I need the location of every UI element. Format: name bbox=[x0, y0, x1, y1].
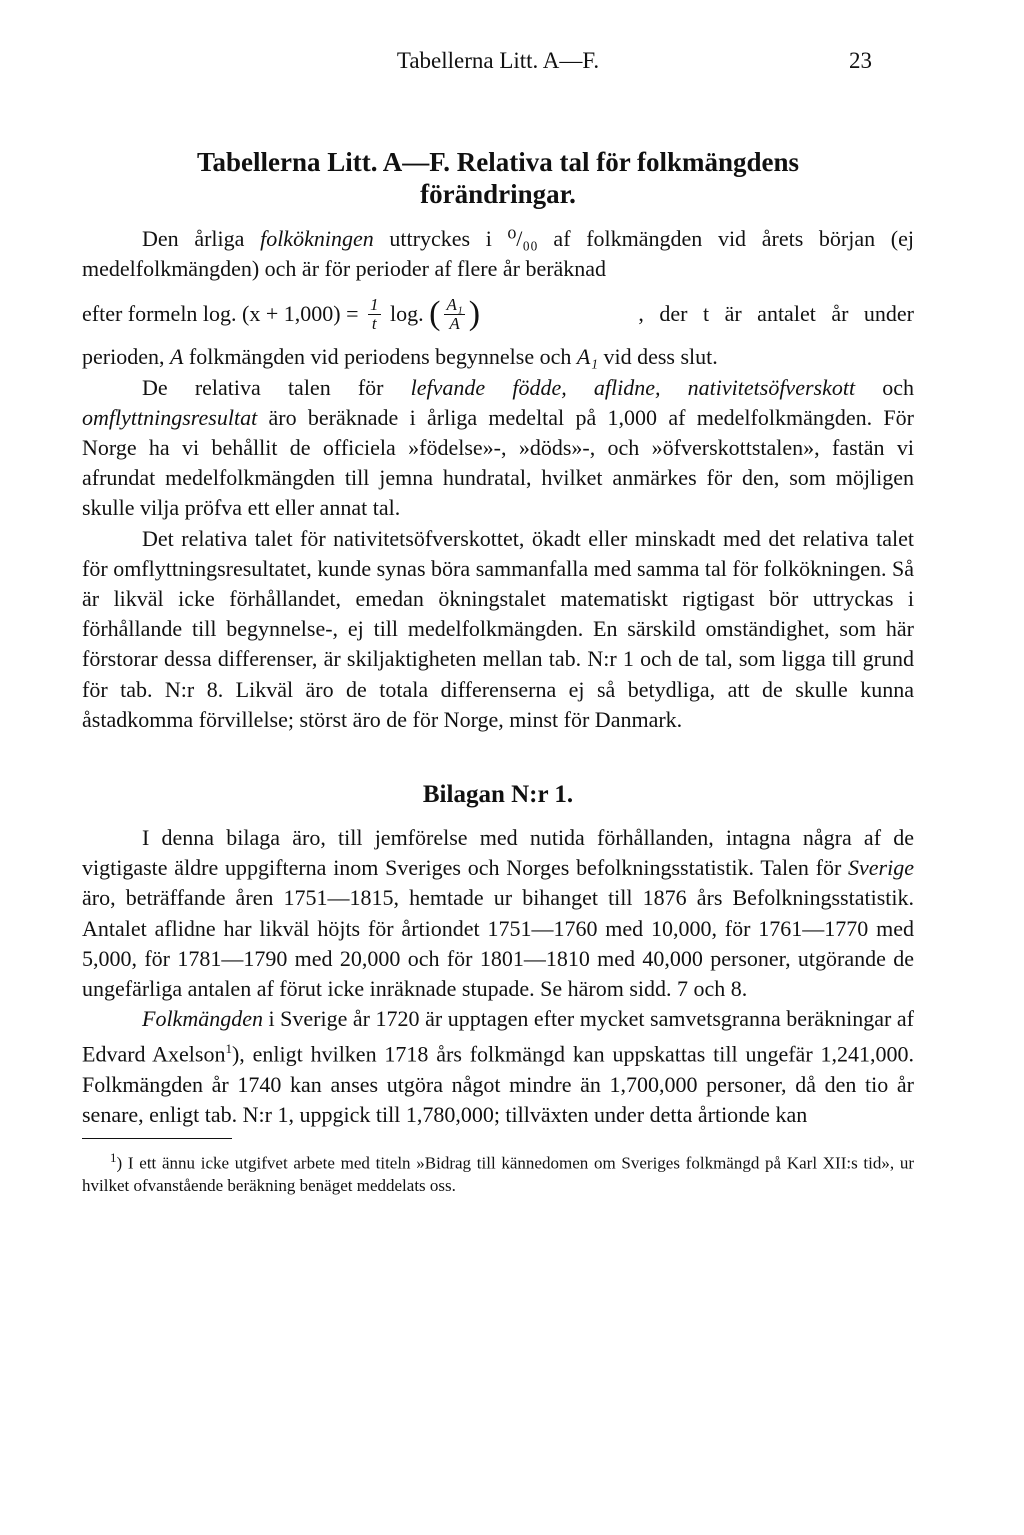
p1-text-start: perioden, bbox=[82, 344, 170, 370]
section-title-line1: Tabellerna Litt. A—F. Relativa tal för folkmängdens bbox=[196, 147, 800, 177]
p1-text-end: vid dess slut. bbox=[597, 344, 718, 370]
section-title bbox=[82, 146, 914, 210]
formula-right: , der t är antalet år under bbox=[638, 301, 914, 327]
running-head bbox=[82, 48, 914, 88]
paragraph-3: Det relativa talet för nativitetsöfverskottet, ökadt eller minskadt med det relativa talet för omflyttningsresultatet, kunde synas böra sammanfalla med samma tal för folkökningen. Så är likväl icke förhållandet, emedan ökningstalet matematiskt rigtigast bör uttryckas i förhållande till begynnelse-, ej till medelfolkmängden. En särskild omständighet, som här förstorar dessa differenser, är skiljaktigheten mellan tab. N:r 1 och de tal, som ligga till grund för tab. N:r 8. Likväl äro de totala differenserna ej så betydliga, att de skulle kunna åstadkomma förvillelse; störst äro de för Norge, minst för Danmark. bbox=[82, 525, 914, 732]
fraction-2-numerator: A₁ bbox=[446, 294, 463, 314]
formula-fraction-2 bbox=[444, 296, 464, 333]
fraction-2-denominator: A bbox=[449, 313, 460, 333]
p1-symbol-a: A bbox=[169, 344, 184, 370]
page bbox=[82, 48, 914, 1197]
page-number: 23 bbox=[849, 48, 872, 73]
p2-text-2: och bbox=[855, 374, 915, 400]
paragraph-1-continuation bbox=[82, 342, 914, 372]
p1-text-middle: folkmängden vid periodens begynnelse och bbox=[183, 344, 577, 370]
p2-text-3: äro beräknade i årliga medeltal på 1,000 af medelfolkmängden. För Norge ha vi behållit de officiela »födelse»-, »döds»-, och »öfverskottstalen», fastän vi afrundat medelfolkmängden till jemna hundratal, hvilket anmärkes för den, som möjligen skulle vilja pröfva ett eller annat tal. bbox=[82, 404, 914, 521]
bilagan-heading: Bilagan N:r 1. bbox=[422, 781, 574, 809]
formula-left: efter formeln log. (x + 1,000) = bbox=[82, 301, 365, 327]
footnote-text: ) I ett ännu icke utgifvet arbete med titeln »Bidrag till kännedomen om Sveriges folkmängd på Karl XII:s tid», ur hvilket ofvanstående beräkning benäget meddelats oss. bbox=[82, 1154, 914, 1196]
footnote-rule bbox=[82, 1138, 232, 1139]
footnote-reference[interactable]: 1 bbox=[225, 1041, 232, 1057]
bilagan-paragraph-2 bbox=[82, 1004, 914, 1130]
running-head-title: Tabellerna Litt. A—F. bbox=[396, 48, 600, 73]
paragraph-2 bbox=[82, 373, 914, 524]
intro-paragraph bbox=[82, 224, 914, 284]
formula-line bbox=[82, 286, 914, 342]
b2-text-2: ), enligt hvilken 1718 års folkmängd kan uppskattas till ungefär 1,241,000. Folkmängden år 1740 kan anses utgöra något mindre än 1,700,000 personer, då den tio år senare, enligt tab. N:r 1, uppgick till 1,780,000; tillväxten under detta årtionde kan bbox=[82, 1041, 914, 1128]
section-title-line2: förändringar. bbox=[420, 179, 576, 209]
p2-text-1: De relativa talen för bbox=[142, 374, 411, 400]
formula-fraction-1 bbox=[368, 296, 381, 333]
formula-mid: log. bbox=[384, 301, 430, 327]
p1-symbol-a1: A₁ bbox=[576, 344, 598, 370]
b1-emphasis: Sverige bbox=[848, 855, 914, 881]
footnote-marker: 1 bbox=[110, 1150, 117, 1166]
formula-paren-open: ( bbox=[429, 295, 441, 333]
footnote bbox=[82, 1147, 914, 1197]
b2-text-1: i Sverige år 1720 är upptagen efter mycket samvetsgranna beräkningar af Edvard Axelson bbox=[82, 1006, 914, 1067]
fraction-1-denominator: t bbox=[371, 313, 377, 333]
intro-text-2: uttryckes i bbox=[373, 226, 508, 251]
permille-sign: ⁰/₀₀ bbox=[507, 226, 538, 251]
b2-emphasis: Folkmängden bbox=[142, 1006, 263, 1032]
p2-emphasis-1: lefvande födde, aflidne, nativitetsöfverskott bbox=[410, 374, 856, 400]
p2-emphasis-2: omflyttningsresultat bbox=[82, 404, 258, 430]
b1-text-1: I denna bilaga äro, till jemförelse med nutida förhållanden, intagna några af de vigtigaste äldre uppgifterna inom Sveriges och Norges befolkningsstatistik. Talen för bbox=[82, 825, 914, 881]
intro-text-1: Den årliga bbox=[142, 226, 261, 251]
formula-paren-close: ) bbox=[468, 295, 481, 333]
intro-text-3: af folkmängden vid årets början (ej medelfolkmängden) och är för perioder af flere år beräknad bbox=[82, 226, 914, 282]
fraction-1-numerator: 1 bbox=[370, 294, 379, 314]
b1-text-2: äro, beträffande åren 1751—1815, hemtade ur bihanget till 1876 års Befolkningsstatistik. Antalet aflidne har likväl höjts för årtiondet 1751—1760 med 10,000, för 1761—1770 med 5,000, för 1781—1790 med 20,000 och för 1801—1810 med 40,000 personer, utgörande de ungefärliga antalen af förut icke inräknade stupade. Se härom sidd. 7 och 8. bbox=[82, 885, 914, 1002]
bilagan-paragraph-1 bbox=[82, 823, 914, 1004]
intro-emphasis: folkökningen bbox=[260, 226, 374, 251]
